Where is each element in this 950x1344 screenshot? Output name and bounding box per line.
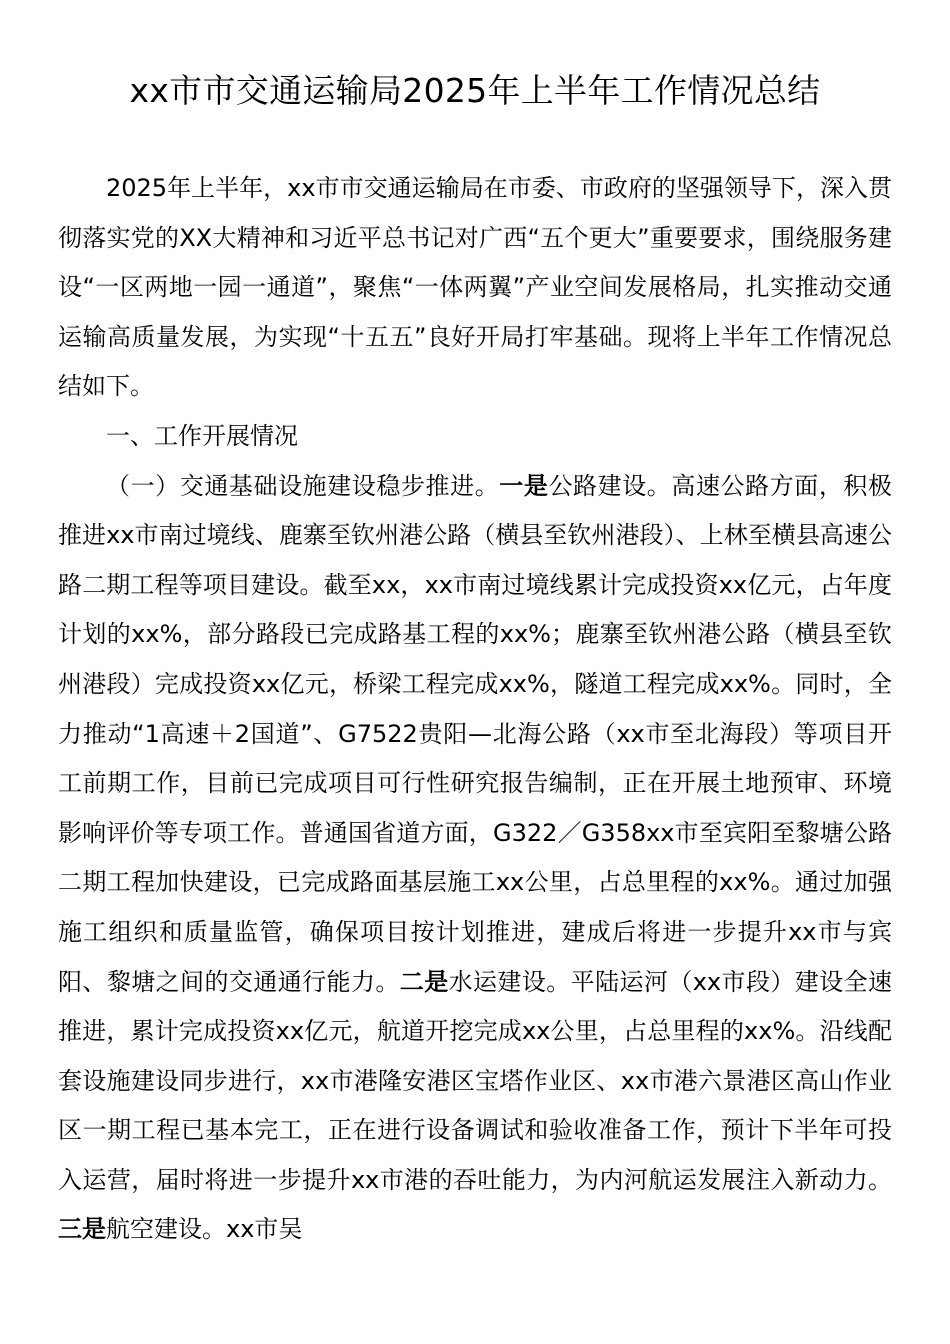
item-text: 水运建设。平陆运河（xx市段）建设全速推进，累计完成投资xx亿元，航道开挖完成xx公里，占总里程的xx%。沿线配套设施建设同步进行，xx市港隆安港区宝塔作业区、xx市港六景港区高山作业区一期工程已基本完工，正在进行设备调试和验收准备工作，预计下半年可投入运营，届时将进一步提升xx市港的吞吐能力，为内河航运发展注入新动力。 xyxy=(58,967,893,1194)
item-label: 一是 xyxy=(499,471,549,500)
item-text: 航空建设。xx市吴 xyxy=(106,1215,303,1244)
intro-paragraph: 2025年上半年，xx市市交通运输局在市委、市政府的坚强领导下，深入贯彻落实党的XX大精神和习近平总书记对广西“五个更大”重要要求，围绕服务建设“一区两地一园一通道”，聚焦“一体两翼”产业空间发展格局，扎实推动交通运输高质量发展，为实现“十五五”良好开局打牢基础。现将上半年工作情况总结如下。 xyxy=(58,174,892,401)
item-text: 公路建设。高速公路方面，积极推进xx市南过境线、鹿寨至钦州港公路（横县至钦州港段）、上林至横县高速公路二期工程等项目建设。截至xx，xx市南过境线累计完成投资xx亿元，占年度计划的xx%，部分路段已完成路基工程的xx%；鹿寨至钦州港公路（横县至钦州港段）完成投资xx亿元，桥梁工程完成xx%，隧道工程完成xx%。同时，全力推动“1高速＋2国道”、G7522贵阳—北海公路（xx市至北海段）等项目开工前期工作，目前已完成项目可行性研究报告编制，正在开展土地预审、环境影响评价等专项工作。普通国省道方面，G322／G358xx市至宾阳至黎塘公路二期工程加快建设，已完成路面基层施工xx公里，占总里程的xx%。通过加强施工组织和质量监管，确保项目按计划推进，建成后将进一步提升xx市与宾阳、黎塘之间的交通通行能力。 xyxy=(58,471,893,996)
document-title: xx市市交通运输局2025年上半年工作情况总结 xyxy=(129,71,821,110)
subsection-lead: （一）交通基础设施建设稳步推进。 xyxy=(106,471,500,500)
document-body xyxy=(58,164,892,1255)
item-label: 三是 xyxy=(58,1215,106,1244)
section-paragraph xyxy=(58,462,892,1256)
section-heading: 一、工作开展情况 xyxy=(106,421,298,450)
item-label: 二是 xyxy=(399,967,449,996)
